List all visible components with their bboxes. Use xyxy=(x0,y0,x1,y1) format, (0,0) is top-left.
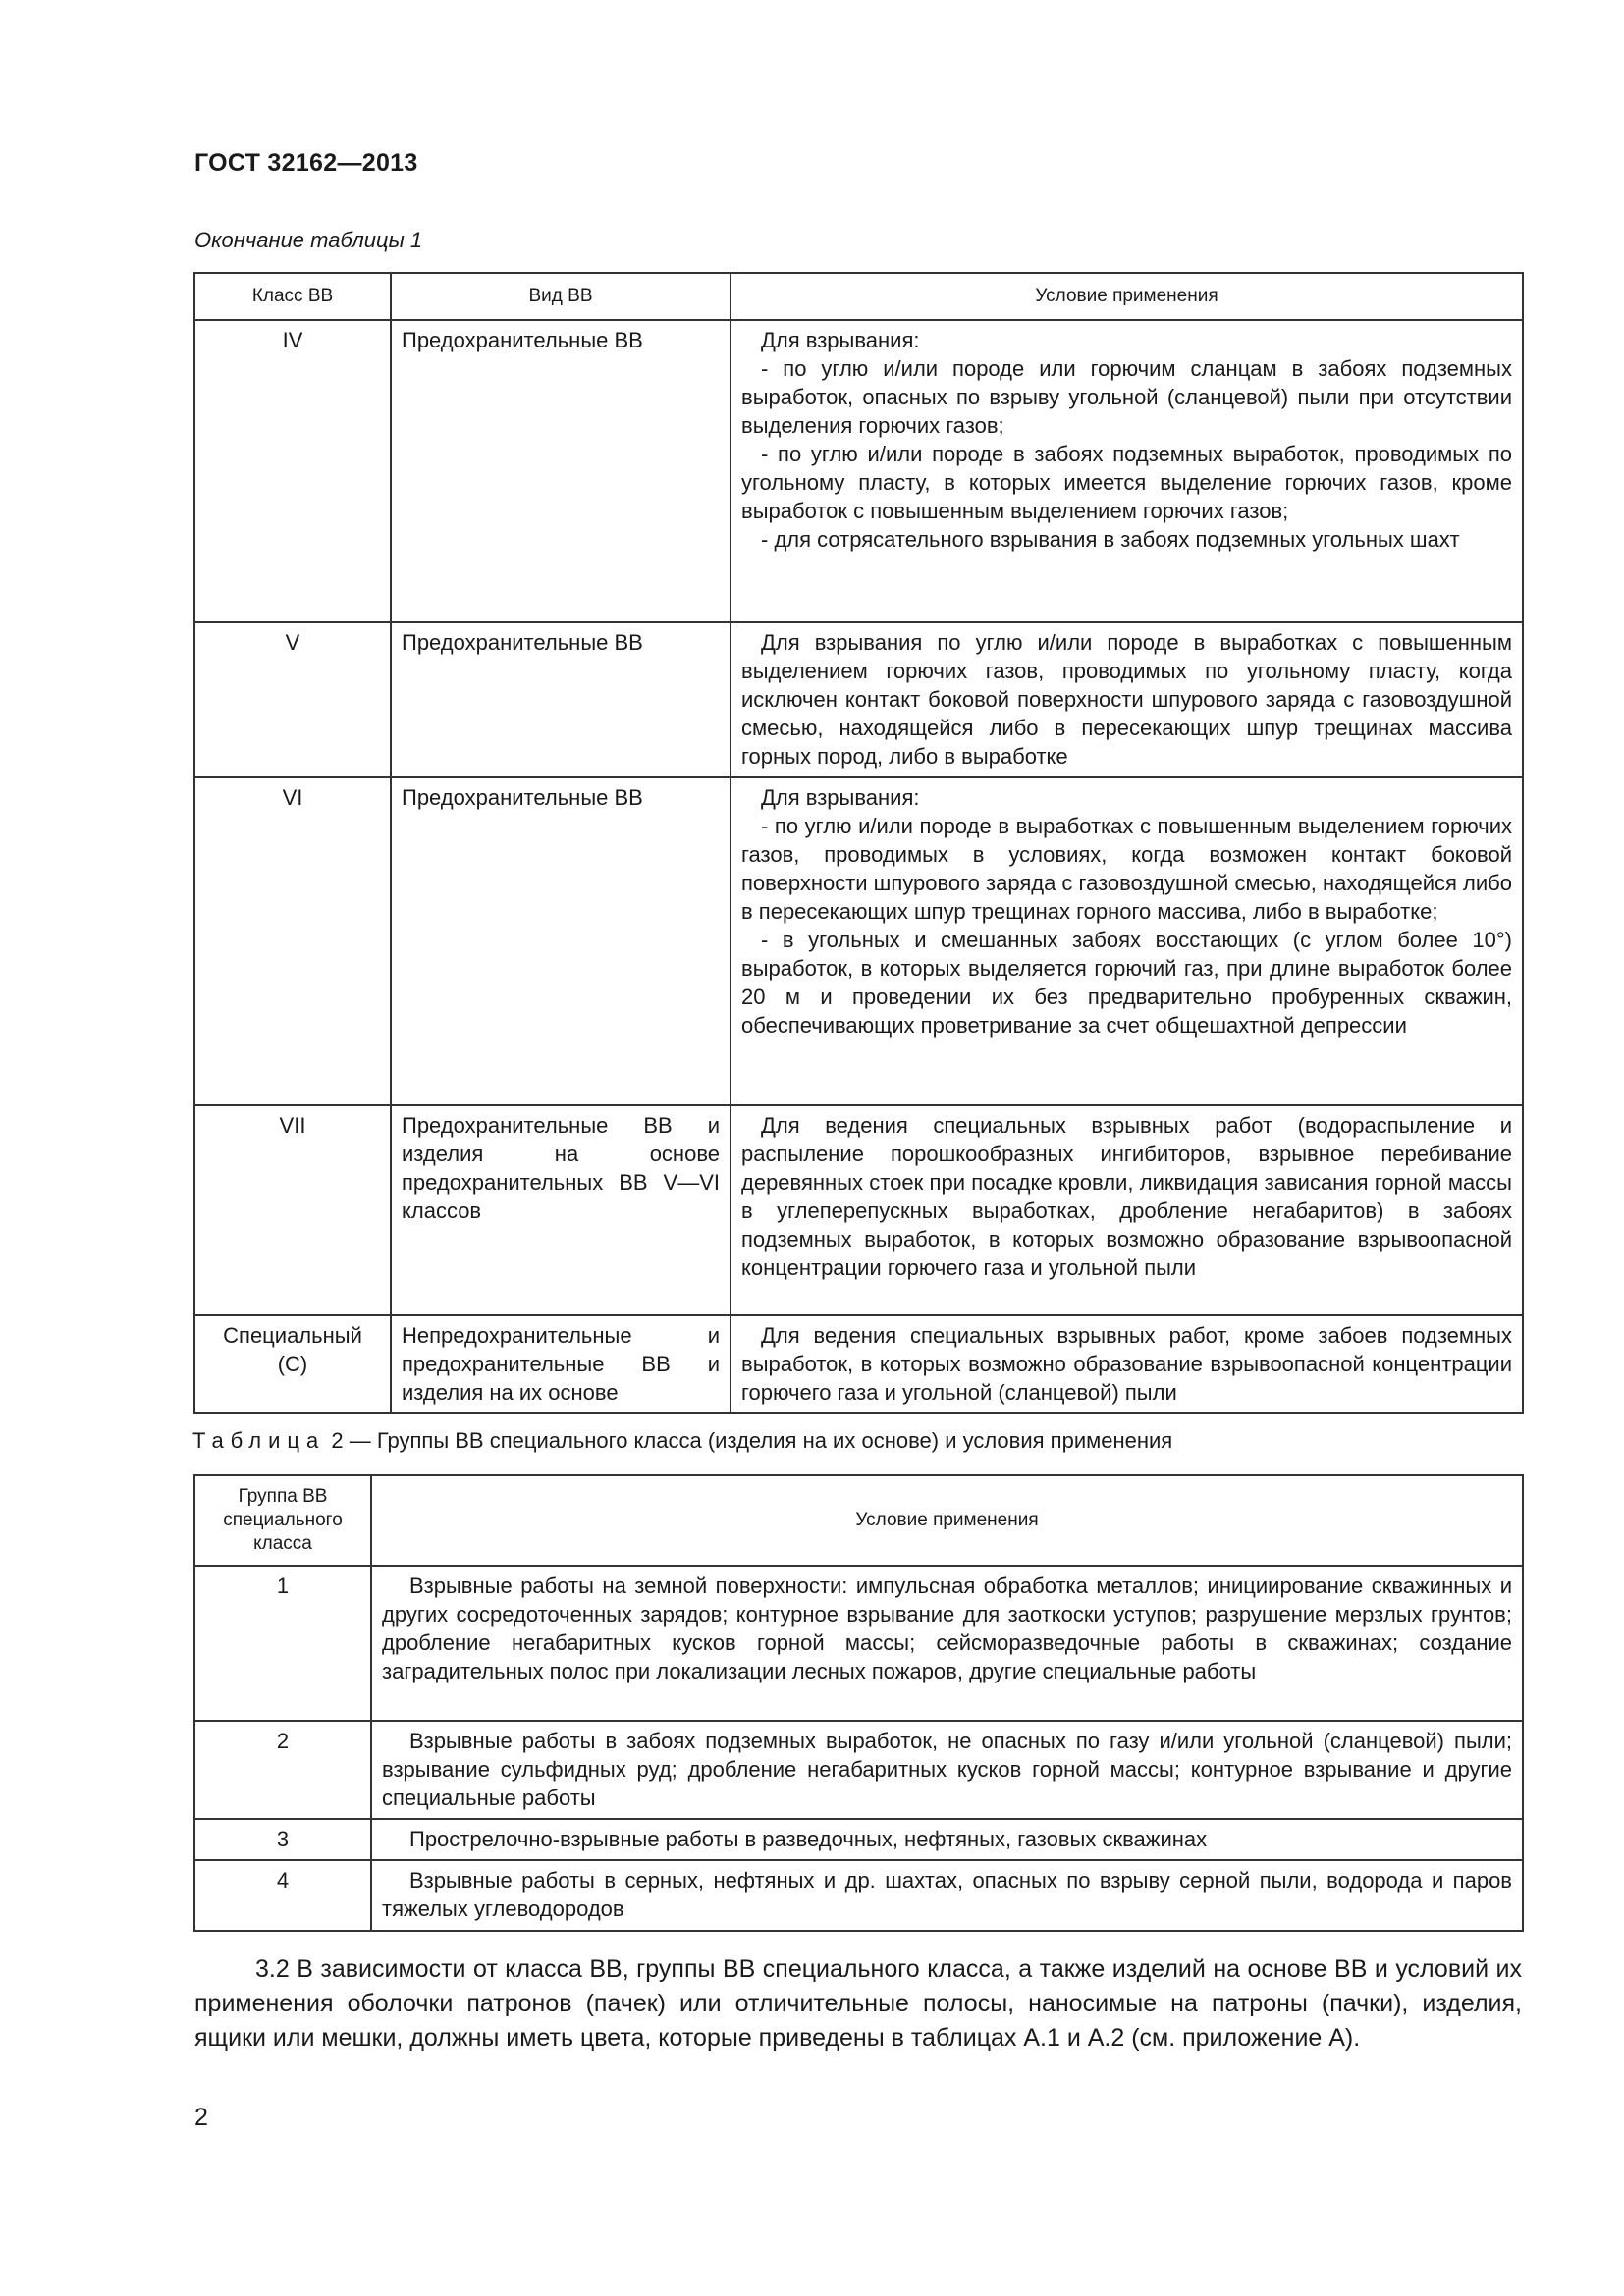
page-number: 2 xyxy=(194,2104,208,2131)
table-row xyxy=(194,1819,1523,1860)
table1-caption: Окончание таблицы 1 xyxy=(194,228,423,252)
column-header-condition: Условие применения xyxy=(731,273,1523,320)
group-cell: 2 xyxy=(194,1721,371,1819)
table-row xyxy=(194,777,1523,1105)
paragraph-text: 3.2 В зависимости от класса ВВ, группы ВВ специального класса, а также изделий на основе ВВ и условий их применения оболочки патронов (пачек) или отличительные полосы, наносимые на патроны (пачки), изделия, ящики или мешки, должны иметь цвета, которые приведены в таблицах А.1 и А.2 (см. приложение А). xyxy=(194,1955,1522,2052)
table-row xyxy=(194,1105,1523,1315)
column-header-condition: Условие применения xyxy=(371,1475,1523,1566)
condition-line: - для сотрясательного взрывания в забоях подземных угольных шахт xyxy=(761,527,1460,552)
class-cell: Специальный (С) xyxy=(194,1315,391,1413)
condition-line: - по углю и/или породе в выработках с повышенным выделением горючих газов, проводимых в условиях, когда возможен контакт боковой поверхности шпурового заряда с газовоздушной смесью, находящейся либо в пересекающих шпур трещинах горного массива, либо в выработке; xyxy=(741,814,1513,924)
table2-caption xyxy=(192,1428,1172,1454)
class-cell: VI xyxy=(194,777,391,1105)
table-row xyxy=(194,622,1523,777)
kind-cell: Предохранительные ВВ xyxy=(391,320,731,622)
table2-caption-text: 2 — Группы ВВ специального класса (изделия на их основе) и условия применения xyxy=(325,1428,1173,1453)
column-header-class: Класс ВВ xyxy=(194,273,391,320)
group-cell: 4 xyxy=(194,1860,371,1931)
class-cell: V xyxy=(194,622,391,777)
condition-line: Для взрывания: xyxy=(761,328,920,352)
class-cell: VII xyxy=(194,1105,391,1315)
document-header: ГОСТ 32162—2013 xyxy=(194,149,418,177)
table-row xyxy=(194,1721,1523,1819)
condition-line: - в угольных и смешанных забоях восстающих (с углом более 10°) выработок, в которых выделяется горючий газ, при длине выработок более 20 м и проведении их без предварительно пробуренных скважин, обеспечивающих проветривание за счет общешахтной депрессии xyxy=(741,928,1512,1038)
condition-cell: Взрывные работы на земной поверхности: импульсная обработка металлов; инициирование скважинных и других сосредоточенных зарядов; контурное взрывание для заоткоски уступов; разрушение мерзлых грунтов; дробление негабаритных кусков горной массы; сейсморазведочные работы в скважинах; создание заградительных полос при локализации лесных пожаров, другие специальные работы xyxy=(371,1566,1523,1721)
kind-cell: Непредохранительные и предохранительные ВВ и изделия на их основе xyxy=(391,1315,731,1413)
condition-line: Для ведения специальных взрывных работ (водораспыление и распыление порошкообразных ингибиторов, взрывное перебивание деревянных стоек при посадке кровли, ликвидация зависания горной массы в углеперепускных выработках, дробление негабаритов) в забоях подземных выработок, в которых возможно образование взрывоопасной концентрации горючего газа и угольной пыли xyxy=(741,1113,1512,1280)
column-header-group: Группа ВВ специального класса xyxy=(194,1475,371,1566)
condition-cell xyxy=(731,1315,1523,1413)
class-cell: IV xyxy=(194,320,391,622)
condition-cell: Взрывные работы в серных, нефтяных и др. шахтах, опасных по взрыву серной пыли, водорода и паров тяжелых углеводородов xyxy=(371,1860,1523,1931)
table-row xyxy=(194,1566,1523,1721)
table2-caption-label: Таблица xyxy=(192,1428,326,1453)
table-row xyxy=(194,1860,1523,1931)
condition-cell: Прострелочно-взрывные работы в разведочных, нефтяных, газовых скважинах xyxy=(371,1819,1523,1860)
condition-line: - по углю и/или породе в забоях подземных выработок, проводимых по угольному пласту, в которых имеется выделение горючих газов, кроме выработок с повышенным выделением горючих газов; xyxy=(741,442,1512,523)
kind-cell: Предохранительные ВВ и изделия на основе предохранительных ВВ V—VI классов xyxy=(391,1105,731,1315)
table-1 xyxy=(193,272,1524,1414)
condition-line: Для ведения специальных взрывных работ, кроме забоев подземных выработок, в которых возможно образование взрывоопасной концентрации горючего газа и угольной (сланцевой) пыли xyxy=(741,1323,1512,1405)
table-row xyxy=(194,320,1523,622)
condition-line: - по углю и/или породе или горючим сланцам в забоях подземных выработок, опасных по взрыву угольной (сланцевой) пыли при отсутствии выделения горючих газов; xyxy=(741,356,1512,438)
column-header-kind: Вид ВВ xyxy=(391,273,731,320)
table-row xyxy=(194,1315,1523,1413)
group-cell: 3 xyxy=(194,1819,371,1860)
condition-cell xyxy=(731,777,1523,1105)
condition-cell xyxy=(731,622,1523,777)
condition-cell: Взрывные работы в забоях подземных выработок, не опасных по газу и/или угольной (сланцевой) пыли; взрывание сульфидных руд; дробление негабаритных кусков горной массы; контурное взрывание и другие специальные работы xyxy=(371,1721,1523,1819)
section-paragraph xyxy=(194,1952,1522,2056)
group-cell: 1 xyxy=(194,1566,371,1721)
kind-cell: Предохранительные ВВ xyxy=(391,622,731,777)
table-2 xyxy=(193,1474,1524,1932)
condition-cell xyxy=(731,1105,1523,1315)
kind-cell: Предохранительные ВВ xyxy=(391,777,731,1105)
condition-cell xyxy=(731,320,1523,622)
condition-line: Для взрывания по углю и/или породе в выработках с повышенным выделением горючих газов, проводимых по угольному пласту, когда исключен контакт боковой поверхности шпурового заряда с газовоздушной смесью, находящейся либо в пересекающих шпур трещинах массива горных пород, либо в выработке xyxy=(741,630,1512,769)
condition-line: Для взрывания: xyxy=(761,785,920,810)
